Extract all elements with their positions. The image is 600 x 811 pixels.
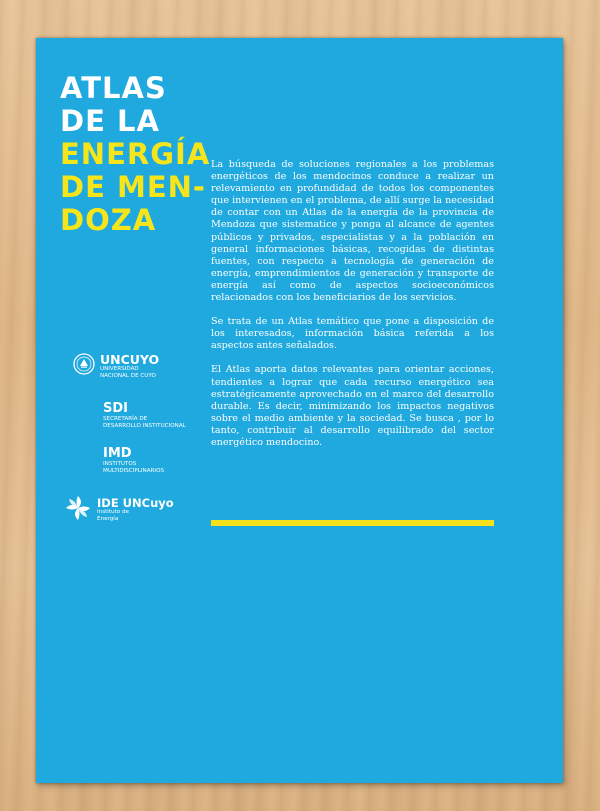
paragraph-2: Se trata de un Atlas temático que pone a disposición de los interesados, información básica referida a los aspectos antes señalados. xyxy=(211,316,494,352)
title-line-energia: ENERGÍA xyxy=(60,137,211,171)
uncuyo-sub2: NACIONAL DE CUYO xyxy=(100,372,156,379)
title-line-atlas: ATLAS xyxy=(60,71,167,105)
paragraph-1: La búsqueda de soluciones regionales a los problemas energéticos de los mendocinos conduce a realizar un relevamiento en profundidad de todos los componentes que intervienen en el problema, de allí surge la necesidad de contar con un Atlas de la energía de la provincia de Mendoza que sistematice y ponga al alcance de agentes públicos y privados, especialistas y a la población en general informaciones básicas, recogidas de distintas fuentes, con respecto a tecnología de generación de energía, emprendimientos de generación y transporte de energía así como de aspectos socioeconómicos relacionados con los beneficiarios de los servicios. xyxy=(211,159,494,304)
paragraph-3: El Atlas aporta datos relevantes para orientar acciones, tendientes a lograr que cada recurso energético sea estratégicamente aprovechado en el marco del desarrollo durable. Es decir, minimizando los impactos negativos sobre el medio ambiente y la sociedad. Se busca , por lo tanto, contribuir al desarrollo equilibrado del sector energético mendocino. xyxy=(211,364,494,448)
sdi-sub2: DESARROLLO INSTITUCIONAL xyxy=(103,422,186,429)
imd-sub1: INSTITUTOS xyxy=(103,461,137,467)
uncuyo-sub1: UNIVERSIDAD xyxy=(100,366,139,372)
ide-sub1: Instituto de xyxy=(97,509,129,515)
title-line-doza: DOZA xyxy=(60,203,157,237)
imd-sub2: MULTIDISCIPLINARIOS xyxy=(103,467,165,474)
energy-swirl-icon xyxy=(64,494,92,522)
description-text xyxy=(211,159,494,461)
imd-logo xyxy=(103,447,164,474)
cover-title xyxy=(60,72,210,237)
uncuyo-name: UNCUYO xyxy=(100,352,160,367)
university-seal-icon xyxy=(73,353,95,375)
sdi-sub1: SECRETARÍA DE xyxy=(103,416,148,422)
sdi-name: SDI xyxy=(103,401,128,416)
ide-sub2: Energía xyxy=(97,515,119,522)
ide-name: IDE UNCuyo xyxy=(97,496,174,510)
imd-name: IMD xyxy=(103,446,132,461)
sdi-logo xyxy=(103,402,186,429)
title-line-de-la: DE LA xyxy=(60,104,160,138)
yellow-divider-bar xyxy=(211,520,494,526)
title-line-de-men: DE MEN- xyxy=(60,170,206,204)
